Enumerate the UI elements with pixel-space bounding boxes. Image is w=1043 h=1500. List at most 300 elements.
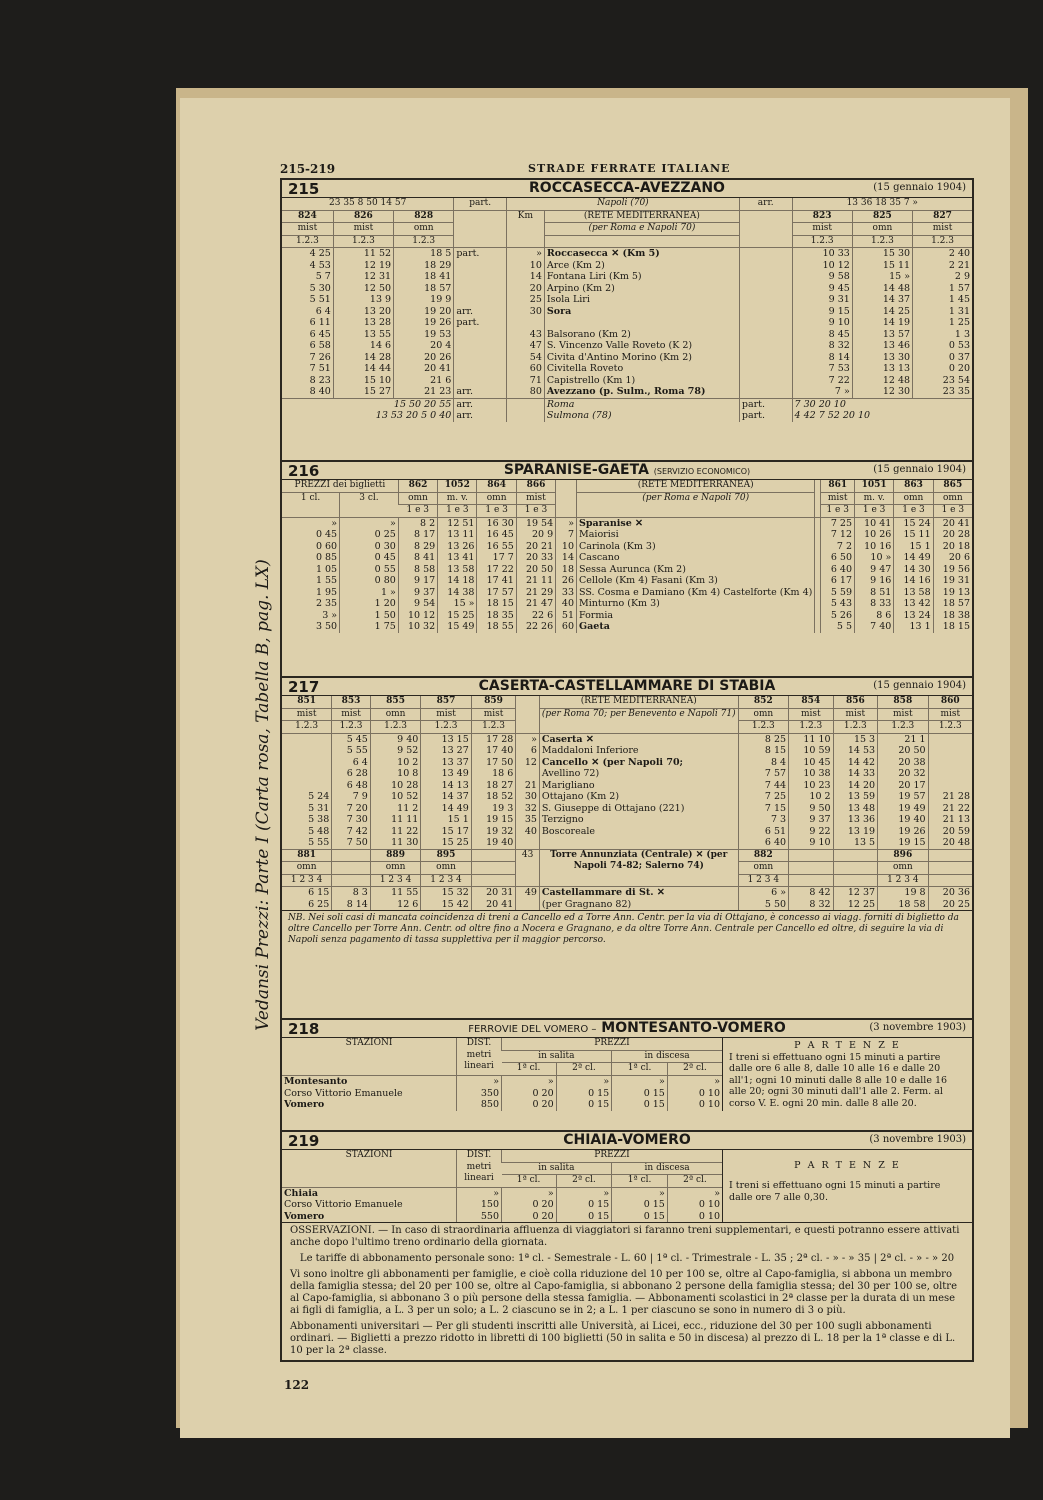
table-row bbox=[282, 294, 972, 306]
line-name: CASERTA-CASTELLAMMARE DI STABIA bbox=[478, 678, 776, 694]
table-row bbox=[282, 887, 972, 899]
departures-text: I treni si effettuano ogni 15 minuti a partire dalle ore 6 alle 8, dalle 10 alle 16 e dalle 20 all'1; ogni 10 minuti dalle 8 alle 10 e dalle 16 alle 20; ogni 30 minuti dall'1 alle 2. Ferm. al corso V. E. ogni 20 min. dalle 8 alle 20. bbox=[729, 1051, 948, 1109]
cell: 3 50 bbox=[315, 621, 338, 632]
cell: 14 33 bbox=[833, 768, 878, 780]
class-header: 1ª cl. bbox=[502, 1063, 557, 1076]
cell bbox=[739, 248, 792, 260]
train-class: 1.2.3 bbox=[738, 721, 788, 734]
cell: 8 15 bbox=[738, 745, 788, 757]
cell: 8 23 bbox=[309, 374, 331, 386]
vomero-body bbox=[282, 1038, 972, 1111]
cell: 14 13 bbox=[421, 780, 471, 792]
cell: 11 10 bbox=[789, 733, 834, 745]
cell: 0 15 bbox=[556, 1099, 612, 1111]
cell: 10 45 bbox=[789, 757, 834, 769]
cell: 20 41 bbox=[933, 517, 972, 529]
cell bbox=[739, 375, 792, 387]
cell: 15 32 bbox=[421, 887, 471, 899]
train-number: 863 bbox=[894, 480, 933, 492]
dist-header: DIST. metri lineari bbox=[457, 1150, 502, 1187]
cell: 850 bbox=[457, 1099, 502, 1111]
table-row bbox=[282, 745, 972, 757]
timetable-body bbox=[282, 887, 972, 911]
cell: 20 32 bbox=[878, 768, 928, 780]
cell: 7 bbox=[556, 529, 577, 541]
cell: 19 26 bbox=[394, 317, 454, 329]
line-date: (15 gennaio 1904) bbox=[873, 464, 966, 475]
cell: 350 bbox=[457, 1088, 502, 1100]
departures-219 bbox=[722, 1150, 972, 1222]
cell: 18 29 bbox=[394, 260, 454, 272]
train-type: m. v. bbox=[438, 492, 477, 505]
cell bbox=[556, 480, 577, 517]
top-row bbox=[282, 198, 972, 210]
cell: arr. bbox=[454, 306, 507, 318]
cell: 11 11 bbox=[370, 814, 420, 826]
cell: 20 33 bbox=[516, 552, 555, 564]
cell bbox=[454, 271, 507, 283]
page-number: 122 bbox=[284, 1378, 310, 1392]
cell: 18 6 bbox=[471, 768, 516, 780]
cell: 8 42 bbox=[789, 887, 834, 899]
train-type: omn bbox=[282, 862, 332, 875]
head-row bbox=[282, 223, 972, 236]
station: Civita d'Antino Morino (Km 2) bbox=[544, 352, 739, 364]
cell: 23 35 bbox=[913, 386, 972, 398]
cell bbox=[739, 329, 792, 341]
cell: 19 40 bbox=[878, 814, 928, 826]
train-class: 1 2 3 4 bbox=[421, 874, 471, 887]
cell: 9 17 bbox=[398, 575, 437, 587]
cell bbox=[928, 862, 972, 875]
cell: 0 20 bbox=[913, 363, 972, 375]
table-row bbox=[282, 575, 972, 587]
cell: 10 12 bbox=[792, 260, 852, 272]
train-class: 1.2.3 bbox=[833, 721, 878, 734]
cell: 19 13 bbox=[933, 587, 972, 599]
salita-header: in salita bbox=[502, 1162, 612, 1175]
cell bbox=[928, 733, 972, 745]
train-number: 1051 bbox=[855, 480, 894, 492]
stations-header: STAZIONI bbox=[282, 1150, 457, 1187]
table-row bbox=[282, 899, 972, 911]
cell: 16 45 bbox=[477, 529, 516, 541]
cell: 0 20 bbox=[502, 1088, 557, 1100]
train-class: 1.2.3 bbox=[282, 721, 332, 734]
cell: 9 37 bbox=[398, 587, 437, 599]
train-number: 859 bbox=[471, 696, 516, 708]
cell: arr. bbox=[739, 198, 792, 210]
prices-body bbox=[282, 1076, 722, 1112]
cell: 6 15 bbox=[308, 887, 330, 898]
cell: 14 44 bbox=[333, 363, 393, 375]
cell: 0 20 bbox=[502, 1199, 557, 1211]
cell: 3 » bbox=[322, 609, 338, 621]
cell: 2 9 bbox=[913, 271, 972, 283]
cell: 8 2 bbox=[398, 517, 437, 529]
page-range: 215-219 bbox=[280, 162, 336, 176]
cell: 6 50 bbox=[821, 552, 855, 564]
cell: 51 bbox=[556, 610, 577, 622]
train-number: 881 bbox=[282, 849, 332, 862]
train-number: 826 bbox=[333, 210, 393, 223]
cell: 13 42 bbox=[894, 598, 933, 610]
stations-header: STAZIONI bbox=[282, 1038, 457, 1076]
cell: 18 15 bbox=[477, 598, 516, 610]
via: (per Roma 70; per Benevento e Napoli 71) bbox=[539, 708, 738, 733]
cell: 10 41 bbox=[855, 517, 894, 529]
cell: 1 50 bbox=[340, 610, 399, 622]
train-type bbox=[833, 862, 878, 875]
cell: 7 15 bbox=[738, 803, 788, 815]
train-number: 864 bbox=[477, 480, 516, 492]
cell: 13 11 bbox=[438, 529, 477, 541]
cell: 1 55 bbox=[315, 575, 338, 586]
cell: 13 48 bbox=[833, 803, 878, 815]
train-number: 856 bbox=[833, 696, 878, 708]
cell: 1 57 bbox=[913, 283, 972, 295]
station: Caserta ✕ bbox=[539, 733, 738, 745]
cell: 20 48 bbox=[928, 837, 972, 849]
cell: 23 54 bbox=[913, 375, 972, 387]
train-type: mist bbox=[282, 708, 332, 721]
cell: 5 55 bbox=[308, 837, 330, 848]
cell: 9 52 bbox=[370, 745, 420, 757]
prices-219 bbox=[282, 1150, 722, 1222]
station: Avellino 72) bbox=[539, 768, 738, 780]
line-date: (3 novembre 1903) bbox=[869, 1022, 966, 1033]
train-type: mist bbox=[421, 708, 471, 721]
cell: 21 47 bbox=[516, 598, 555, 610]
cell bbox=[739, 386, 792, 398]
prices-body bbox=[282, 1187, 722, 1222]
prices-218 bbox=[282, 1038, 722, 1111]
cell: 9 31 bbox=[792, 294, 852, 306]
train-type bbox=[332, 862, 371, 875]
cell: 19 9 bbox=[394, 294, 454, 306]
cell: 14 53 bbox=[833, 745, 878, 757]
cell: 18 57 bbox=[933, 598, 972, 610]
cell: 19 15 bbox=[471, 814, 516, 826]
table-row bbox=[282, 757, 972, 769]
train-type: omn bbox=[933, 492, 972, 505]
train-class: 1 2 3 4 bbox=[878, 874, 928, 887]
head-row bbox=[282, 492, 972, 505]
cell: 19 15 bbox=[878, 837, 928, 849]
train-class: 1 2 3 4 bbox=[370, 874, 420, 887]
cell: 0 15 bbox=[612, 1199, 668, 1211]
via: (per Roma e Napoli 70) bbox=[577, 492, 815, 517]
cell: 550 bbox=[457, 1211, 502, 1223]
section-header bbox=[282, 1020, 972, 1038]
train-number: 851 bbox=[282, 696, 332, 708]
cell: 14 48 bbox=[852, 283, 912, 295]
cell: 13 28 bbox=[333, 317, 393, 329]
train-class: 1.2.3 bbox=[282, 235, 333, 248]
cell: 7 51 bbox=[309, 363, 331, 374]
train-number: 854 bbox=[789, 696, 834, 708]
cell: 60 bbox=[506, 363, 544, 375]
line-date: (15 gennaio 1904) bbox=[873, 680, 966, 691]
cell: 21 13 bbox=[928, 814, 972, 826]
cell: 20 6 bbox=[933, 552, 972, 564]
station: Sora bbox=[544, 306, 739, 318]
cell: 9 10 bbox=[789, 837, 834, 849]
cell: 5 50 bbox=[738, 899, 788, 911]
cell: 6 40 bbox=[738, 837, 788, 849]
cell: 10 bbox=[506, 260, 544, 272]
cell: 14 20 bbox=[833, 780, 878, 792]
cell: 6 11 bbox=[309, 317, 331, 328]
cell: 6 bbox=[516, 745, 540, 757]
cell: 6 4 bbox=[332, 757, 371, 769]
cell: 0 15 bbox=[612, 1099, 668, 1111]
cell: 9 45 bbox=[792, 283, 852, 295]
cell: 10 28 bbox=[370, 780, 420, 792]
cell: 32 bbox=[516, 803, 540, 815]
cell: » bbox=[502, 1076, 557, 1088]
train-number: 828 bbox=[394, 210, 454, 223]
cell: 8 51 bbox=[855, 587, 894, 599]
cell: 20 9 bbox=[516, 529, 555, 541]
cell: 15 10 bbox=[333, 375, 393, 387]
station: Arce (Km 2) bbox=[544, 260, 739, 272]
cell: » bbox=[667, 1076, 722, 1088]
table-row bbox=[282, 329, 972, 341]
cell: 20 21 bbox=[516, 541, 555, 553]
cell: 15 24 bbox=[894, 517, 933, 529]
head-row bbox=[282, 235, 972, 248]
cell: 18 15 bbox=[933, 621, 972, 633]
cell: 12 19 bbox=[333, 260, 393, 272]
cell: 1 20 bbox=[340, 598, 399, 610]
cell bbox=[454, 210, 507, 248]
train-class: 1 e 3 bbox=[933, 505, 972, 518]
cell: 7 2 bbox=[821, 541, 855, 553]
cell: 18 38 bbox=[933, 610, 972, 622]
cell bbox=[454, 294, 507, 306]
cell bbox=[454, 352, 507, 364]
cell: 13 1 bbox=[894, 621, 933, 633]
cell bbox=[506, 317, 544, 329]
station bbox=[539, 837, 738, 849]
cell: 7 25 bbox=[738, 791, 788, 803]
cell bbox=[282, 757, 332, 769]
cell: 7 44 bbox=[738, 780, 788, 792]
cell: 5 48 bbox=[308, 825, 330, 837]
cell: 7 42 bbox=[332, 826, 371, 838]
section-217 bbox=[282, 676, 972, 948]
station: Isola Liri bbox=[544, 294, 739, 306]
station: Cellole (Km 4) Fasani (Km 3) bbox=[577, 575, 815, 587]
cell: 0 10 bbox=[667, 1211, 722, 1223]
cell bbox=[454, 340, 507, 352]
cell: 15 30 bbox=[852, 248, 912, 260]
cell: 20 41 bbox=[471, 899, 516, 911]
cell: 7 22 bbox=[792, 375, 852, 387]
cell bbox=[516, 899, 540, 911]
train-number: 861 bbox=[821, 480, 855, 492]
cell: 5 30 bbox=[309, 282, 331, 294]
cell: 18 52 bbox=[471, 791, 516, 803]
train-class: 1.2.3 bbox=[471, 721, 516, 734]
cell: 14 42 bbox=[833, 757, 878, 769]
station: Avezzano (p. Sulm., Roma 78) bbox=[544, 386, 739, 398]
cell: 14 38 bbox=[438, 587, 477, 599]
cell: 20 25 bbox=[928, 899, 972, 911]
table-row bbox=[282, 826, 972, 838]
discesa-header: in discesa bbox=[612, 1162, 722, 1175]
station: Sessa Aurunca (Km 2) bbox=[577, 564, 815, 576]
cell: 14 37 bbox=[852, 294, 912, 306]
train-class: 1.2.3 bbox=[333, 235, 393, 248]
station: Arpino (Km 2) bbox=[544, 283, 739, 295]
cell: 2 21 bbox=[913, 260, 972, 272]
cell: 5 55 bbox=[332, 745, 371, 757]
cell: 20 17 bbox=[878, 780, 928, 792]
cell: » bbox=[457, 1076, 502, 1088]
train-class: 1.2.3 bbox=[421, 721, 471, 734]
prezzi-header: PREZZI bbox=[502, 1150, 723, 1162]
cell: 10 2 bbox=[370, 757, 420, 769]
chiaia-body bbox=[282, 1150, 972, 1222]
cell: 19 40 bbox=[471, 837, 516, 849]
table-row bbox=[282, 564, 972, 576]
cell: 9 15 bbox=[792, 306, 852, 318]
station: Maddaloni Inferiore bbox=[539, 745, 738, 757]
cell bbox=[516, 837, 540, 849]
cell: » bbox=[667, 1187, 722, 1199]
cell: 8 25 bbox=[738, 733, 788, 745]
cell bbox=[471, 874, 516, 887]
train-type: omn bbox=[894, 492, 933, 505]
cell: 71 bbox=[506, 375, 544, 387]
cell: 20 bbox=[506, 283, 544, 295]
cell: 0 20 bbox=[502, 1099, 557, 1111]
cell: 12 6 bbox=[370, 899, 420, 911]
cell bbox=[739, 352, 792, 364]
cell: 5 38 bbox=[308, 814, 330, 825]
section-number: 215 bbox=[288, 180, 320, 198]
cell bbox=[516, 696, 540, 733]
cell bbox=[454, 363, 507, 375]
table-row bbox=[282, 768, 972, 780]
cell: 21 22 bbox=[928, 803, 972, 815]
cell: 10 33 bbox=[792, 248, 852, 260]
cell: 13 20 bbox=[333, 306, 393, 318]
cell bbox=[928, 745, 972, 757]
cell: 17 40 bbox=[471, 745, 516, 757]
train-number: 853 bbox=[332, 696, 371, 708]
cell: part. bbox=[454, 198, 507, 210]
table-row bbox=[282, 1088, 722, 1100]
cell: 7 50 bbox=[332, 837, 371, 849]
cell: 10 32 bbox=[398, 621, 437, 633]
table-row bbox=[282, 837, 972, 849]
cell: 19 26 bbox=[878, 826, 928, 838]
prezzi-label: PREZZI dei biglietti bbox=[282, 480, 398, 492]
cell: 1 05 bbox=[315, 563, 338, 575]
cell: 22 26 bbox=[516, 621, 555, 633]
cell bbox=[282, 780, 332, 792]
cell: 6 58 bbox=[309, 340, 331, 351]
cell: 19 31 bbox=[933, 575, 972, 587]
train-type: m. v. bbox=[855, 492, 894, 505]
station bbox=[544, 317, 739, 329]
station: S. Vincenzo Valle Roveto (K 2) bbox=[544, 340, 739, 352]
cell: 10 16 bbox=[855, 541, 894, 553]
cell: 6 45 bbox=[309, 328, 331, 340]
cell: 9 58 bbox=[792, 271, 852, 283]
cell: 0 80 bbox=[340, 575, 399, 587]
station: Roma bbox=[544, 398, 739, 410]
table-row bbox=[282, 410, 972, 422]
cell: 21 bbox=[516, 780, 540, 792]
train-number: 823 bbox=[792, 210, 852, 223]
station: Vomero bbox=[284, 1099, 325, 1111]
section-215 bbox=[282, 180, 972, 422]
cell bbox=[739, 306, 792, 318]
cell: 13 46 bbox=[852, 340, 912, 352]
train-number: 857 bbox=[421, 696, 471, 708]
cell: 2 40 bbox=[913, 248, 972, 260]
cell: 10 52 bbox=[370, 791, 420, 803]
station: Ottajano (Km 2) bbox=[539, 791, 738, 803]
cell: » bbox=[556, 1076, 612, 1088]
train-class: 1.2.3 bbox=[913, 235, 972, 248]
cell: 10 59 bbox=[789, 745, 834, 757]
station: Maiorisi bbox=[577, 529, 815, 541]
cell: 30 bbox=[506, 306, 544, 318]
cell: 20 18 bbox=[933, 541, 972, 553]
station: Chiaia bbox=[284, 1187, 318, 1199]
cell: 7 30 20 10 bbox=[792, 398, 972, 410]
table-row bbox=[282, 352, 972, 364]
cell: 18 41 bbox=[394, 271, 454, 283]
nb-note: NB. Nei soli casi di mancata coincidenza di treni a Cancello ed a Torre Ann. Centr. per la via di Ottajano, è concesso ai viagg. forniti di biglietto da oltre Cancello per Torre Ann. Centr. od oltre fino a Nocera e Gragnano, e da oltre Torre Ann. Centrale per Cancello ed oltre, di seguire la via di Napoli senza pagamento di tassa supplettiva per il maggior percorso. bbox=[282, 910, 972, 948]
cell: 9 50 bbox=[789, 803, 834, 815]
side-note-text: Vedansi Prezzi: Parte I (Carta rosa, Tabella B, pag. LX) bbox=[253, 559, 273, 1031]
station: Boscoreale bbox=[539, 826, 738, 838]
cell: 5 7 bbox=[315, 271, 331, 282]
cell: 10 » bbox=[855, 552, 894, 564]
cell: 8 58 bbox=[398, 564, 437, 576]
class-header: 2ª cl. bbox=[556, 1063, 612, 1076]
line-date: (3 novembre 1903) bbox=[869, 1134, 966, 1145]
cell: 40 bbox=[556, 598, 577, 610]
cell: 9 16 bbox=[855, 575, 894, 587]
head-row bbox=[282, 696, 972, 708]
cell bbox=[506, 398, 544, 410]
cell: 20 31 bbox=[471, 887, 516, 899]
station: Sparanise ✕ bbox=[577, 517, 815, 529]
cell: 15 11 bbox=[852, 260, 912, 272]
table-row bbox=[282, 398, 972, 410]
section-number: 219 bbox=[288, 1132, 320, 1150]
class-header: 1ª cl. bbox=[612, 1063, 668, 1076]
cell bbox=[282, 733, 332, 745]
cell: 8 14 bbox=[332, 899, 371, 911]
cell: 8 32 bbox=[792, 340, 852, 352]
cell: » bbox=[556, 1187, 612, 1199]
cell bbox=[739, 317, 792, 329]
cell: 20 38 bbox=[878, 757, 928, 769]
cell: 12 50 bbox=[333, 283, 393, 295]
train-number: 852 bbox=[738, 696, 788, 708]
cell: 9 54 bbox=[398, 598, 437, 610]
cell: 11 30 bbox=[370, 837, 420, 849]
train-class: 1.2.3 bbox=[789, 721, 834, 734]
